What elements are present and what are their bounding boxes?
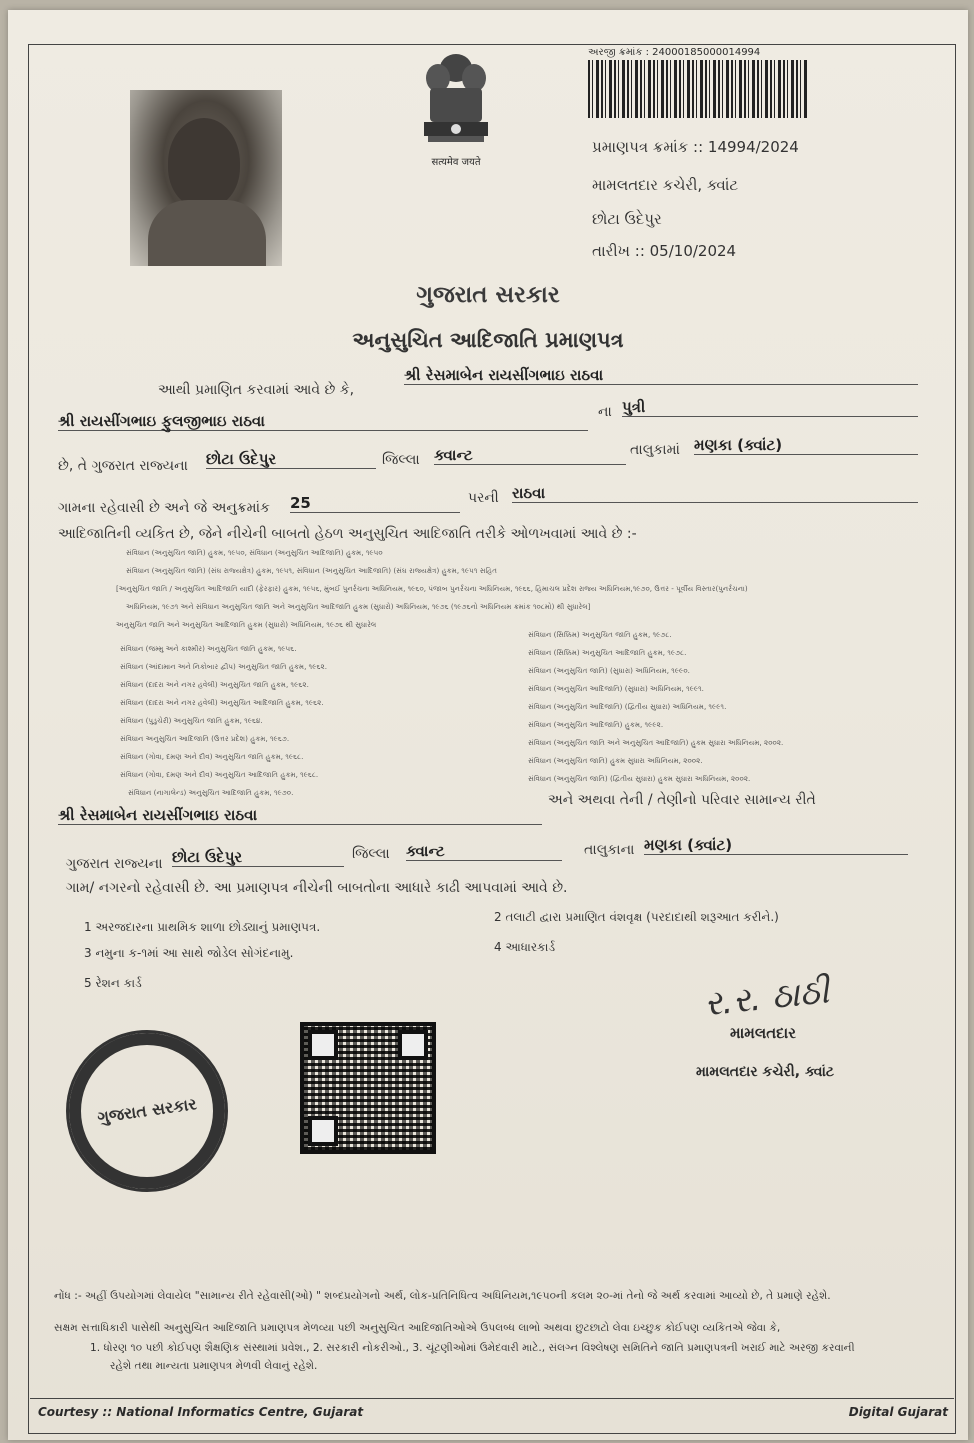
order-left: સંવિધાન અનુસુચિત આદિજાતિ (ઉત્તર પ્રદેશ) હુકમ, ૧૯૬૭. xyxy=(120,734,290,743)
order-right: સંવિધાન (અનુસુચિત જાતિ) (દ્વિતીય સુધારા) હુકમ સુધારા અધિનિયમ, ૨૦૦૨. xyxy=(528,774,751,783)
digital-gujarat-brand: Digital Gujarat xyxy=(848,1405,948,1419)
village-value: મણકા (ક્વાંટ) xyxy=(694,436,918,455)
state-label: છે, તે ગુજરાત રાજ્યના xyxy=(58,458,188,474)
order-right: સંવિધાન (અનુસુચિત આદિજાતિ) હુકમ, ૧૯૯૨. xyxy=(528,720,664,729)
lion-capital-icon xyxy=(416,48,496,148)
order-line: સંવિધાન (અનુસુચિત જાતિ) (સંઘ રાજ્યક્ષેત્ર) હુકમ, ૧૯૫૧, સંવિધાન (અનુસુચિત આદિજાતિ) (સંઘ રાજ્યક્ષેત્ર) હુકમ, ૧૯૫૧ સહિત xyxy=(126,566,498,575)
of-label: ના xyxy=(598,404,612,420)
emblem-motto: सत्यमेव जयते xyxy=(431,157,481,168)
note-line: સક્ષમ સત્તાધિકારી પાસેથી અનુસુચિત આદિજાતિ પ્રમાણપત્ર મેળવ્યા પછી અનુસુચિત આદિજાતિઓએ ઉપલબ્ધ લાભો અથવા છુટછાટો લેવા ઇચ્છુક કોઈપણ વ્યકિતએ જેવા કે, xyxy=(54,1322,781,1334)
order-right: સંવિધાન (અનુસુચિત આદિજાતિ) (દ્વિતીય સુધારા) અધિનિયમ, ૧૯૯૧. xyxy=(528,702,727,711)
taluka-value: ક્વાન્ટ xyxy=(434,446,626,465)
residence-district: છોટા ઉદેપુર xyxy=(172,848,344,867)
courtesy-text: Courtesy :: National Informatics Centre, Gujarat xyxy=(38,1405,364,1419)
residence-taluka: ક્વાન્ટ xyxy=(406,842,562,861)
caste-label: પરની xyxy=(468,490,499,506)
order-right: સંવિધાન (સિક્કિમ) અનુસુચિત આદિજાતિ હુકમ, ૧૯૭૮. xyxy=(528,648,687,657)
certificate-sheet xyxy=(8,10,968,1440)
resident-label: ગામના રહેવાસી છે અને જે અનુક્રમાંક xyxy=(58,500,270,516)
footer xyxy=(30,1398,954,1431)
document-item: 2 તલાટી દ્વારા પ્રમાણિત વંશવૃક્ષ (પરદાદાથી શરૂઆત કરીને.) xyxy=(494,910,779,924)
district-label: જિલ્લા xyxy=(382,452,420,468)
issued-basis-line: ગામ/ નગરનો રહેવાસી છે. આ પ્રમાણપત્ર નીચેની બાબતોના આધારે કાઢી આપવામાં આવે છે. xyxy=(66,880,568,896)
qr-code[interactable] xyxy=(300,1022,436,1154)
taluka-label: તાલુકામાં xyxy=(630,442,680,458)
family-label: અને અથવા તેની / તેણીનો પરિવાર સામાન્ય રીતે xyxy=(548,792,816,808)
seal-text: ગુજરાત સરકાર xyxy=(96,1094,198,1127)
residence-village: મણકા (ક્વાંટ) xyxy=(644,836,908,855)
document-item: 1 અરજદારના પ્રાથમિક શાળા છોડ્યાનું પ્રમાણપત્ર. xyxy=(84,920,321,934)
certify-label: આથી પ્રમાણિત કરવામાં આવે છે કે, xyxy=(158,382,355,398)
order-right: સંવિધાન (અનુસુચિત જાતિ) (સુધારા) અધિનિયમ, ૧૯૯૦. xyxy=(528,666,690,675)
applicant-photo xyxy=(130,90,282,266)
officer-signature: ર.ર. ઠાઠી xyxy=(702,971,831,1025)
document-item: 4 આધારકાર્ડ xyxy=(494,940,556,954)
issuing-district: છોટા ઉદેપુર xyxy=(592,210,662,228)
tribe-statement: આદિજાતિની વ્યકિત છે, જેને નીચેની બાબતો હેઠળ અનુસુચિત આદિજાતિ તરીકે ઓળખવામાં આવે છે :- xyxy=(58,526,637,542)
serial-number: 25 xyxy=(290,494,460,513)
order-right: સંવિધાન (અનુસુચિત જાતિ અને અનુસુચિત આદિજાતિ) હુકમ સુધારા અધિનિયમ, ૨૦૦૨. xyxy=(528,738,784,747)
order-line: અધિનિયમ, ૧૯૭૧ અને સંવિધાન અનુસુચિત જાતિ અને અનુસુચિત આદિજાતિ હુકમ (સુધારો) અધિનિયમ, ૧૯૭૬ (૧૯૭૬નો અધિનિયમ ક્રમાંક ૧૦૮મો) થી સુધારેલ] xyxy=(126,602,591,611)
order-left: સંવિધાન (આંદામાન અને નિકોબાર દ્વીપ) અનુસુચિત જાતિ હુકમ, ૧૯૬૨. xyxy=(120,662,327,671)
order-left: સંવિધાન (દાદરા અને નગર હવેલી) અનુસુચિત આદિજાતિ હુકમ, ૧૯૬૨. xyxy=(120,698,324,707)
note-line: રહેશે તથા માન્યતા પ્રમાણપત્ર મેળવી લેવાનું રહેશે. xyxy=(110,1360,318,1372)
order-right: સંવિધાન (અનુસુચિત જાતિ) હુકમ સુધારા અધિનિયમ, ૨૦૦૨. xyxy=(528,756,703,765)
document-item: 3 નમુના ક-૧માં આ સાથે જોડેલ સોગંદનામુ. xyxy=(84,946,294,960)
order-right: સંવિધાન (અનુસુચિત આદિજાતિ) (સુધારા) અધિનિયમ, ૧૯૯૧. xyxy=(528,684,704,693)
father-name: શ્રી રાયસીંગભાઇ ફુલજીભાઇ રાઠવા xyxy=(58,412,588,431)
issuing-office: મામલતદાર કચેરી, ક્વાંટ xyxy=(592,176,739,194)
residence-district-label: જિલ્લા xyxy=(352,846,390,862)
certificate-title: અનુસુચિત આદિજાતિ પ્રમાણપત્ર xyxy=(352,328,624,352)
office-seal xyxy=(66,1030,228,1192)
note-line: 1. ધોરણ ૧૦ પછી કોઈપણ શૈક્ષણિક સંસ્થામાં પ્રવેશ., 2. સરકારી નોકરીઓ., 3. ચૂંટણીઓમાં ઉમેદવારી માટે., સંલગ્ન વિશ્લેષણ સમિતિને જાતિ પ્રમાણપત્રની ખરાઈ માટે અરજી કરવાની xyxy=(90,1342,855,1354)
barcode xyxy=(588,60,808,118)
order-left: સંવિધાન (દાદરા અને નગર હવેલી) અનુસુચિત જાતિ હુકમ, ૧૯૬૨. xyxy=(120,680,309,689)
issue-date: તારીખ :: 05/10/2024 xyxy=(592,242,737,260)
caste-value: રાઠવા xyxy=(512,484,918,503)
order-line: [અનુસુચિત જાતિ / અનુસુચિત આદિજાતિ યાદી (ફેરફાર) હુકમ, ૧૯૫૬, મુંબઈ પુનર્રચના અધિનિયમ, ૧૯૬૦, પંજાબ પુનર્રચના અધિનિયમ, ૧૯૬૬, હિમાચલ પ્રદેશ રાજ્ય અધિનિયમ,૧૯૭૦, ઉત્તર - પૂર્વીય વિસ્તાર(પુનર્રચના) xyxy=(116,584,748,593)
officer-designation: મામલતદાર xyxy=(730,1024,796,1042)
national-emblem xyxy=(408,48,504,178)
residence-name: શ્રી રેસમાબેન રાયસીંગભાઇ રાઠવા xyxy=(58,806,542,825)
order-line: અનુસુચિત જાતિ અને અનુસુચિત આદિજાતિ હુકમ (સુધારો) અધિનિયમ, ૧૯૭૬ થી સુધારેલ xyxy=(116,620,377,629)
order-left: સંવિધાન (ગોવા, દમણ અને દીવ) અનુસુચિત આદિજાતિ હુકમ, ૧૯૬૮. xyxy=(120,770,319,779)
applicant-name: શ્રી રેસમાબેન રાયસીંગભાઇ રાઠવા xyxy=(404,366,918,385)
officer-office: મામલતદાર કચેરી, ક્વાંટ xyxy=(696,1064,835,1080)
application-number: અરજી ક્રમાંક : 24000185000014994 xyxy=(588,47,761,58)
order-left: સંવિધાન (ગોવા, દમણ અને દીવ) અનુસુચિત જાતિ હુકમ, ૧૯૬૮. xyxy=(120,752,304,761)
order-left: સંવિધાન (જમ્મુ અને કાશ્મીર) અનુસુચિત જાતિ હુકમ, ૧૯૫૬. xyxy=(120,644,297,653)
certificate-number: પ્રમાણપત્ર ક્રમાંક :: 14994/2024 xyxy=(592,138,799,156)
order-left: સંવિધાન (પુડુચેરી) અનુસુચિત જાતિ હુકમ, ૧૯૬૪. xyxy=(120,716,263,725)
district-value: છોટા ઉદેપુર xyxy=(206,450,376,469)
order-line: સંવિધાન (અનુસુચિત જાતિ) હુકમ, ૧૯૫૦, સંવિધાન (અનુસુચિત આદિજાતિ) હુકમ, ૧૯૫૦ xyxy=(126,548,383,557)
note-line: નોંધ :- અહીં ઉપયોગમાં લેવાયેલ "સામાન્ય રીતે રહેવાસી(ઓ) " શબ્દપ્રયોગનો અર્થ, લોક-પ્રતિનિધિત્વ અધિનિયમ,૧૯૫૦ની કલમ ૨૦-માં તેનો જે અર્થ કરવામાં આવ્યો છે, તે પ્રમાણે રહેશે. xyxy=(54,1290,831,1302)
government-title: ગુજરાત સરકાર xyxy=(416,282,560,308)
order-right: સંવિધાન (સિક્કિમ) અનુસુચિત જાતિ હુકમ, ૧૯૭૮. xyxy=(528,630,672,639)
document-item: 5 રેશન કાર્ડ xyxy=(84,976,142,990)
relation: પુત્રી xyxy=(622,398,918,417)
order-left: સંવિધાન (નાગાલેન્ડ) અનુસુચિત આદિજાતિ હુકમ, ૧૯૭૦. xyxy=(128,788,294,797)
residence-state-label: ગુજરાત રાજ્યના xyxy=(66,856,163,872)
residence-taluka-label: તાલુકાના xyxy=(584,842,635,858)
